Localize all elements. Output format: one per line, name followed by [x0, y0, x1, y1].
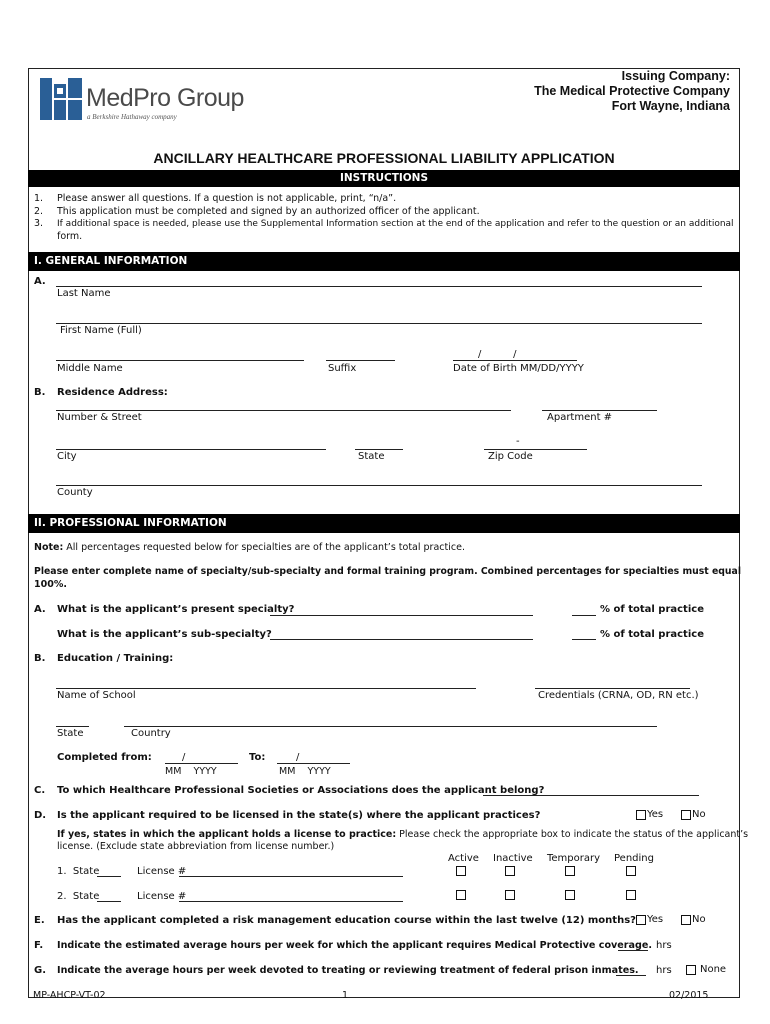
footer-page-number: 1 [342, 990, 349, 1001]
item-f-label: F. [34, 940, 44, 951]
instruction-item: 2. This application must be completed and signed by an authorized officer of the applicant. [34, 205, 480, 217]
license1-temporary-checkbox[interactable] [565, 866, 575, 876]
license2-number-label: License # [137, 891, 187, 902]
specialty-note-line1: Please enter complete name of specialty/sub-specialty and formal training program. Combined percentages for specialties must equal [34, 566, 742, 577]
school-name-field[interactable] [56, 688, 476, 689]
license1-inactive-checkbox[interactable] [505, 866, 515, 876]
licensed-no-label: No [692, 809, 706, 820]
pct-total-label: % of total practice [600, 604, 704, 615]
street-label: Number & Street [57, 412, 142, 423]
if-yes-line2: license. (Exclude state abbreviation from license number.) [57, 841, 335, 852]
middle-name-label: Middle Name [57, 363, 123, 374]
residence-address-label: Residence Address: [57, 387, 168, 398]
present-specialty-field[interactable] [270, 615, 533, 616]
item-a-label: A. [34, 276, 46, 287]
status-col-active: Active [448, 853, 479, 864]
instruction-item: 3. If additional space is needed, please use the Supplemental Information section at the end of the application and refer to the question or an additional [34, 218, 734, 229]
county-label: County [57, 487, 93, 498]
middle-name-field[interactable] [56, 360, 304, 361]
edu-country-label: Country [131, 728, 171, 739]
license1-active-checkbox[interactable] [456, 866, 466, 876]
license1-state-label: 1. State [57, 866, 100, 877]
suffix-label: Suffix [328, 363, 357, 374]
if-yes-rest: Please check the appropriate box to indicate the status of the applicant’s [396, 829, 749, 840]
federal-none-label: None [700, 964, 727, 975]
county-field[interactable] [56, 485, 702, 486]
dob-label: Date of Birth MM/DD/YYYY [453, 363, 584, 374]
license2-pending-checkbox[interactable] [626, 890, 636, 900]
logo-tagline: a Berkshire Hathaway company [87, 113, 177, 121]
completed-from-field[interactable] [165, 763, 238, 764]
issuer-block [534, 69, 730, 114]
medpro-logo-mark-icon [40, 78, 82, 120]
risk-no-checkbox[interactable] [681, 915, 691, 925]
item-b-label: B. [34, 387, 46, 398]
federal-hours-field[interactable] [616, 975, 646, 976]
issuer-line3: Fort Wayne, Indiana [611, 99, 730, 113]
hours-coverage-question: Indicate the estimated average hours per week for which the applicant requires Medical Protective coverage. [57, 940, 653, 951]
license1-number-field[interactable] [179, 876, 403, 877]
dob-slashes: / / [478, 349, 517, 360]
state-field[interactable] [355, 449, 403, 450]
status-col-pending: Pending [614, 853, 654, 864]
license2-active-checkbox[interactable] [456, 890, 466, 900]
license1-pending-checkbox[interactable] [626, 866, 636, 876]
last-name-field[interactable] [56, 286, 702, 287]
license2-temporary-checkbox[interactable] [565, 890, 575, 900]
credentials-label: Credentials (CRNA, OD, RN etc.) [538, 690, 699, 701]
state-label: State [358, 451, 385, 462]
present-specialty-label: What is the applicant’s present specialty? [57, 604, 295, 615]
hours-coverage-field[interactable] [618, 950, 648, 951]
from-slash: / [182, 752, 186, 763]
sub-specialty-pct-field[interactable] [572, 639, 596, 640]
note-text: All percentages requested below for specialties are of the applicant’s total practice. [66, 542, 465, 553]
footer-date: 02/2015 [669, 990, 709, 1001]
dob-field[interactable] [453, 360, 577, 361]
education-label: Education / Training: [57, 653, 174, 664]
note-label: Note: [34, 542, 64, 553]
page-title: ANCILLARY HEALTHCARE PROFESSIONAL LIABILITY APPLICATION [153, 150, 615, 166]
note-line [34, 542, 465, 553]
last-name-label: Last Name [57, 288, 111, 299]
licensed-yes-checkbox[interactable] [636, 810, 646, 820]
item-d-label: D. [34, 810, 47, 821]
footer-form-id: MP-AHCP-VT-02 [33, 990, 106, 1001]
risk-yes-label: Yes [647, 914, 664, 925]
to-slash: / [296, 752, 300, 763]
zip-dash: - [516, 436, 520, 447]
suffix-field[interactable] [326, 360, 395, 361]
zip-field[interactable] [484, 449, 587, 450]
to-mm-yyyy: MM YYYY [279, 766, 331, 777]
instructions-header: INSTRUCTIONS [28, 170, 740, 187]
present-specialty-pct-field[interactable] [572, 615, 596, 616]
edu-state-field[interactable] [56, 726, 89, 727]
risk-no-label: No [692, 914, 706, 925]
license2-state-label: 2. State [57, 891, 100, 902]
item-c-label: C. [34, 785, 46, 796]
first-name-label: First Name (Full) [60, 325, 142, 336]
instruction-item: form. [57, 230, 83, 242]
street-field[interactable] [56, 410, 511, 411]
pct-total-label-2: % of total practice [600, 629, 704, 640]
issuer-line2: The Medical Protective Company [534, 84, 730, 98]
licensed-yes-label: Yes [647, 809, 664, 820]
specialty-note-line2: 100%. [34, 579, 67, 590]
item-g-label: G. [34, 965, 47, 976]
status-col-temporary: Temporary [547, 853, 601, 864]
sub-specialty-field[interactable] [270, 639, 533, 640]
risk-yes-checkbox[interactable] [636, 915, 646, 925]
apartment-field[interactable] [542, 410, 657, 411]
risk-course-question: Has the applicant completed a risk management education course within the last twelve (12) months? [57, 915, 636, 926]
item-b2-label: B. [34, 653, 46, 664]
city-field[interactable] [56, 449, 326, 450]
item-e-label: E. [34, 915, 45, 926]
status-col-inactive: Inactive [493, 853, 533, 864]
city-label: City [57, 451, 77, 462]
if-yes-line [57, 829, 748, 840]
sub-specialty-label: What is the applicant’s sub-specialty? [57, 629, 272, 640]
federal-none-checkbox[interactable] [686, 965, 696, 975]
license2-state-field[interactable] [97, 901, 121, 902]
license2-number-field[interactable] [179, 901, 403, 902]
licensed-no-checkbox[interactable] [681, 810, 691, 820]
federal-hours-unit: hrs [656, 965, 672, 976]
edu-country-field[interactable] [124, 726, 657, 727]
credentials-field[interactable] [535, 688, 690, 689]
hours-coverage-unit: hrs [656, 940, 672, 951]
item-a2-label: A. [34, 604, 46, 615]
license1-state-field[interactable] [97, 876, 121, 877]
from-mm-yyyy: MM YYYY [165, 766, 217, 777]
apartment-label: Apartment # [547, 412, 613, 423]
medpro-logo [40, 78, 250, 126]
first-name-field[interactable] [56, 323, 702, 324]
edu-state-label: State [57, 728, 84, 739]
instruction-item: 1. Please answer all questions. If a question is not applicable, print, “n/a”. [34, 193, 397, 204]
professional-info-header: II. PROFESSIONAL INFORMATION [28, 514, 740, 533]
logo-brand-text: MedPro Group [86, 84, 244, 112]
to-label: To: [249, 752, 266, 763]
completed-from-label: Completed from: [57, 752, 152, 763]
zip-label: Zip Code [488, 451, 533, 462]
societies-label: To which Healthcare Professional Societies or Associations does the applicant belong? [57, 785, 545, 796]
license2-inactive-checkbox[interactable] [505, 890, 515, 900]
licensed-question: Is the applicant required to be licensed in the state(s) where the applicant practices? [57, 810, 541, 821]
federal-hours-question: Indicate the average hours per week devoted to treating or reviewing treatment of federal prison inmates. [57, 965, 639, 976]
societies-field[interactable] [483, 795, 699, 796]
if-yes-bold: If yes, states in which the applicant holds a license to practice: [57, 829, 397, 840]
license1-number-label: License # [137, 866, 187, 877]
general-info-header: I. GENERAL INFORMATION [28, 252, 740, 271]
completed-to-field[interactable] [277, 763, 350, 764]
issuer-line1: Issuing Company: [621, 69, 730, 83]
school-name-label: Name of School [57, 690, 136, 701]
instructions-list [34, 193, 734, 243]
